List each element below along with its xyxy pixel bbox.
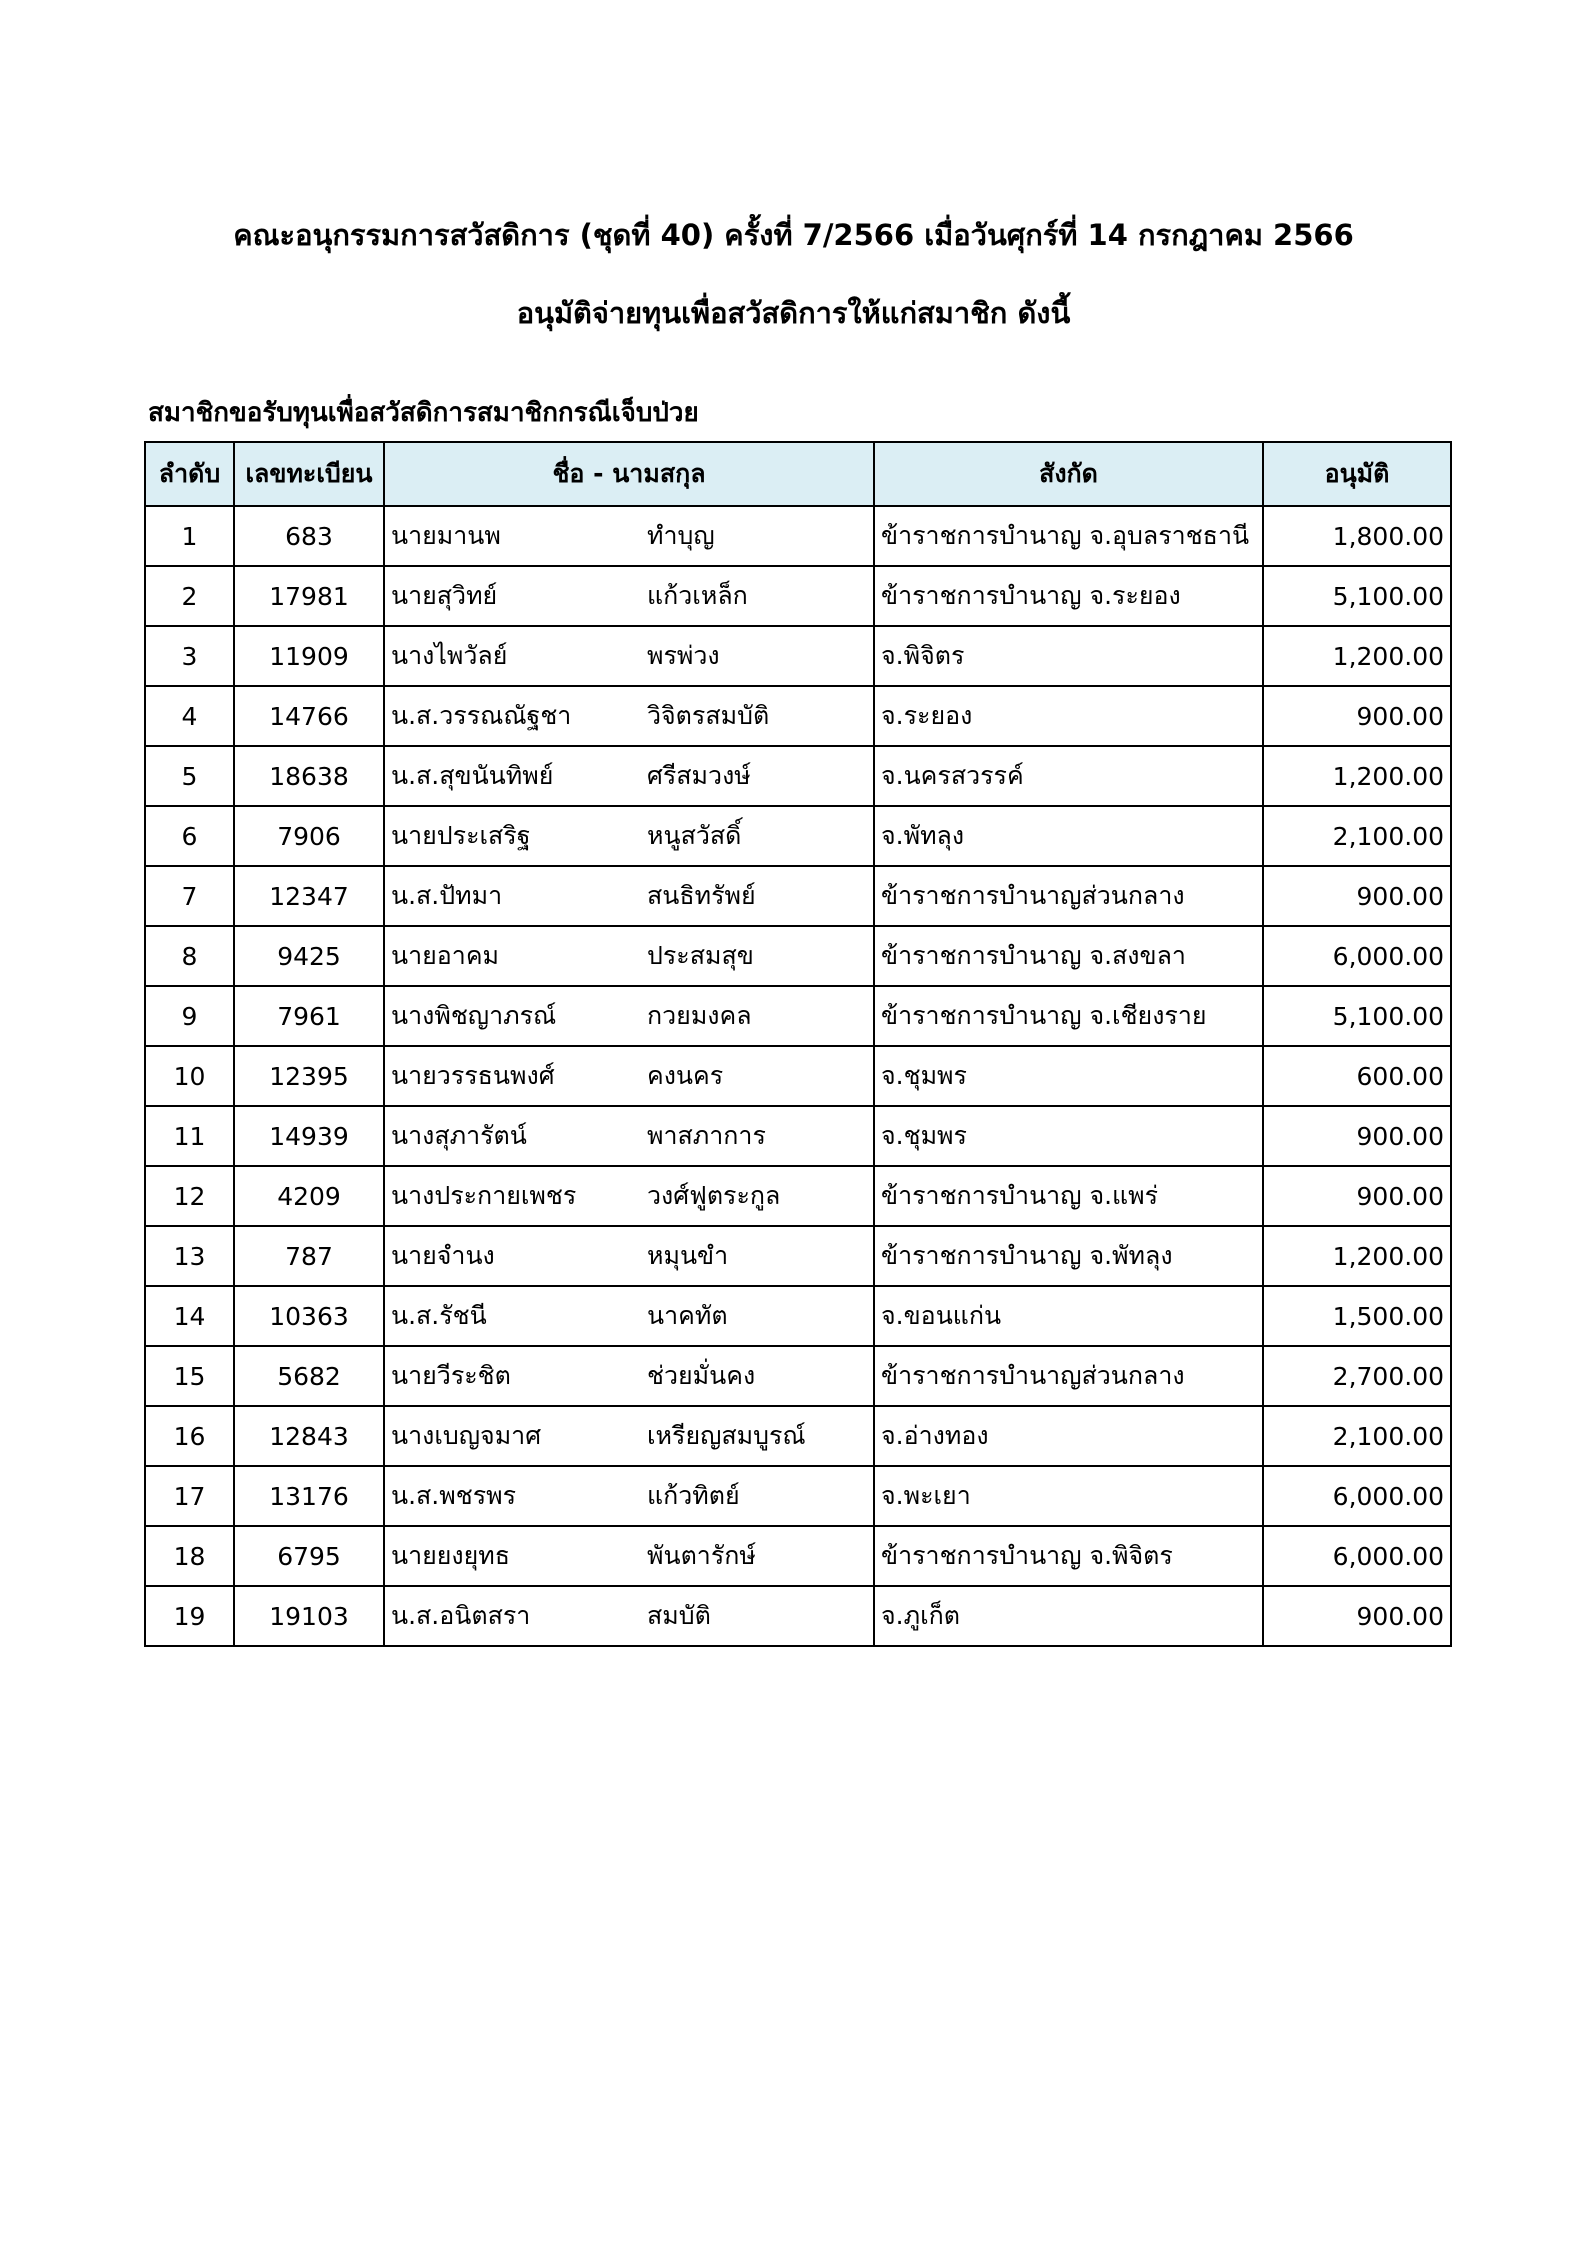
header-name: ชื่อ - นามสกุล bbox=[384, 442, 874, 506]
table-row bbox=[145, 1466, 1451, 1526]
approved-amount: 900.00 bbox=[1263, 1166, 1451, 1226]
registration-number: 12395 bbox=[234, 1046, 384, 1106]
table-row bbox=[145, 1106, 1451, 1166]
row-number: 14 bbox=[145, 1286, 234, 1346]
last-name: สมบัติ bbox=[647, 1601, 711, 1630]
first-name: น.ส.รัชนี bbox=[391, 1301, 487, 1330]
first-name: นายจำนง bbox=[391, 1241, 495, 1270]
approved-amount: 2,100.00 bbox=[1263, 1406, 1451, 1466]
member-name bbox=[384, 1166, 874, 1226]
last-name: หนูสวัสดิ์ bbox=[647, 821, 742, 850]
table-body bbox=[145, 506, 1451, 1646]
approved-amount: 1,200.00 bbox=[1263, 626, 1451, 686]
header-no: ลำดับ bbox=[145, 442, 234, 506]
member-name bbox=[384, 1106, 874, 1166]
table-row bbox=[145, 566, 1451, 626]
first-name: น.ส.พชรพร bbox=[391, 1481, 517, 1510]
registration-number: 5682 bbox=[234, 1346, 384, 1406]
first-name: นายวีระชิต bbox=[391, 1361, 511, 1390]
table-row bbox=[145, 926, 1451, 986]
table-row bbox=[145, 686, 1451, 746]
registration-number: 13176 bbox=[234, 1466, 384, 1526]
approved-amount: 6,000.00 bbox=[1263, 926, 1451, 986]
first-name: นายวรรธนพงศ์ bbox=[391, 1061, 555, 1090]
table-row bbox=[145, 1226, 1451, 1286]
row-number: 11 bbox=[145, 1106, 234, 1166]
member-name bbox=[384, 746, 874, 806]
document-title: คณะอนุกรรมการสวัสดิการ (ชุดที่ 40) ครั้งที่ 7/2566 เมื่อวันศุกร์ที่ 14 กรกฎาคม 2566 bbox=[233, 218, 1354, 252]
member-name bbox=[384, 1226, 874, 1286]
approved-amount: 5,100.00 bbox=[1263, 566, 1451, 626]
affiliation: ข้าราชการบำนาญ จ.พัทลุง bbox=[874, 1226, 1263, 1286]
affiliation: ข้าราชการบำนาญ จ.สงขลา bbox=[874, 926, 1263, 986]
table-header-row bbox=[145, 442, 1451, 506]
first-name: นายอาคม bbox=[391, 941, 500, 970]
affiliation: ข้าราชการบำนาญ จ.เชียงราย bbox=[874, 986, 1263, 1046]
approved-amount: 2,700.00 bbox=[1263, 1346, 1451, 1406]
first-name: นางพิชญาภรณ์ bbox=[391, 1001, 557, 1030]
approved-amount: 1,200.00 bbox=[1263, 1226, 1451, 1286]
member-name bbox=[384, 926, 874, 986]
registration-number: 787 bbox=[234, 1226, 384, 1286]
affiliation: จ.พัทลุง bbox=[874, 806, 1263, 866]
affiliation: จ.อ่างทอง bbox=[874, 1406, 1263, 1466]
member-name bbox=[384, 686, 874, 746]
last-name: วิจิตรสมบัติ bbox=[647, 701, 770, 730]
welfare-approval-table bbox=[144, 441, 1452, 1647]
last-name: ช่วยมั่นคง bbox=[647, 1361, 756, 1390]
affiliation: ข้าราชการบำนาญส่วนกลาง bbox=[874, 866, 1263, 926]
table-row bbox=[145, 1346, 1451, 1406]
table-row bbox=[145, 1046, 1451, 1106]
row-number: 12 bbox=[145, 1166, 234, 1226]
approved-amount: 6,000.00 bbox=[1263, 1466, 1451, 1526]
member-name bbox=[384, 806, 874, 866]
registration-number: 7906 bbox=[234, 806, 384, 866]
row-number: 2 bbox=[145, 566, 234, 626]
document-subtitle: อนุมัติจ่ายทุนเพื่อสวัสดิการให้แก่สมาชิก ดังนี้ bbox=[516, 296, 1071, 330]
row-number: 6 bbox=[145, 806, 234, 866]
last-name: คงนคร bbox=[647, 1061, 724, 1090]
approved-amount: 900.00 bbox=[1263, 1586, 1451, 1646]
registration-number: 10363 bbox=[234, 1286, 384, 1346]
affiliation: จ.ชุมพร bbox=[874, 1106, 1263, 1166]
affiliation: จ.นครสวรรค์ bbox=[874, 746, 1263, 806]
table-row bbox=[145, 626, 1451, 686]
first-name: นางไพวัลย์ bbox=[391, 641, 508, 670]
last-name: หมุนขำ bbox=[647, 1241, 729, 1270]
first-name: นางสุภารัตน์ bbox=[391, 1121, 527, 1150]
row-number: 4 bbox=[145, 686, 234, 746]
header-affiliation: สังกัด bbox=[874, 442, 1263, 506]
affiliation: จ.ชุมพร bbox=[874, 1046, 1263, 1106]
member-name bbox=[384, 1406, 874, 1466]
last-name: เหรียญสมบูรณ์ bbox=[647, 1421, 806, 1450]
last-name: แก้วเหล็ก bbox=[647, 581, 748, 610]
registration-number: 11909 bbox=[234, 626, 384, 686]
row-number: 10 bbox=[145, 1046, 234, 1106]
first-name: น.ส.อนิตสรา bbox=[391, 1601, 531, 1630]
registration-number: 9425 bbox=[234, 926, 384, 986]
first-name: นายมานพ bbox=[391, 521, 501, 550]
header-amount: อนุมัติ bbox=[1263, 442, 1451, 506]
registration-number: 18638 bbox=[234, 746, 384, 806]
member-name bbox=[384, 566, 874, 626]
row-number: 9 bbox=[145, 986, 234, 1046]
member-name bbox=[384, 866, 874, 926]
member-name bbox=[384, 1586, 874, 1646]
row-number: 5 bbox=[145, 746, 234, 806]
approved-amount: 1,500.00 bbox=[1263, 1286, 1451, 1346]
registration-number: 4209 bbox=[234, 1166, 384, 1226]
affiliation: จ.ขอนแก่น bbox=[874, 1286, 1263, 1346]
last-name: กวยมงคล bbox=[647, 1001, 752, 1030]
row-number: 3 bbox=[145, 626, 234, 686]
registration-number: 14766 bbox=[234, 686, 384, 746]
row-number: 17 bbox=[145, 1466, 234, 1526]
member-name bbox=[384, 986, 874, 1046]
row-number: 7 bbox=[145, 866, 234, 926]
affiliation: ข้าราชการบำนาญ จ.พิจิตร bbox=[874, 1526, 1263, 1586]
table-row bbox=[145, 986, 1451, 1046]
approved-amount: 600.00 bbox=[1263, 1046, 1451, 1106]
last-name: ทำบุญ bbox=[647, 521, 715, 550]
approved-amount: 900.00 bbox=[1263, 686, 1451, 746]
row-number: 15 bbox=[145, 1346, 234, 1406]
table-row bbox=[145, 1406, 1451, 1466]
last-name: วงศ์ฟูตระกูล bbox=[647, 1181, 781, 1210]
approved-amount: 900.00 bbox=[1263, 866, 1451, 926]
registration-number: 14939 bbox=[234, 1106, 384, 1166]
table-row bbox=[145, 866, 1451, 926]
approved-amount: 5,100.00 bbox=[1263, 986, 1451, 1046]
last-name: พาสภาการ bbox=[647, 1121, 766, 1150]
first-name: น.ส.วรรณณัฐชา bbox=[391, 701, 572, 730]
first-name: นายประเสริฐ bbox=[391, 821, 531, 850]
section-heading: สมาชิกขอรับทุนเพื่อสวัสดิการสมาชิกกรณีเจ็บป่วย bbox=[148, 398, 699, 428]
row-number: 1 bbox=[145, 506, 234, 566]
first-name: นายยงยุทธ bbox=[391, 1541, 511, 1570]
first-name: นางเบญจมาศ bbox=[391, 1421, 542, 1450]
table-row bbox=[145, 1286, 1451, 1346]
first-name: นายสุวิทย์ bbox=[391, 581, 498, 610]
registration-number: 683 bbox=[234, 506, 384, 566]
approved-amount: 1,800.00 bbox=[1263, 506, 1451, 566]
row-number: 16 bbox=[145, 1406, 234, 1466]
row-number: 8 bbox=[145, 926, 234, 986]
approved-amount: 2,100.00 bbox=[1263, 806, 1451, 866]
registration-number: 6795 bbox=[234, 1526, 384, 1586]
registration-number: 12347 bbox=[234, 866, 384, 926]
member-name bbox=[384, 1526, 874, 1586]
affiliation: ข้าราชการบำนาญ จ.อุบลราชธานี bbox=[874, 506, 1263, 566]
last-name: แก้วทิตย์ bbox=[647, 1481, 740, 1510]
approved-amount: 6,000.00 bbox=[1263, 1526, 1451, 1586]
first-name: น.ส.ปัทมา bbox=[391, 881, 503, 910]
table-row bbox=[145, 1166, 1451, 1226]
header-registration: เลขทะเบียน bbox=[234, 442, 384, 506]
affiliation: จ.พิจิตร bbox=[874, 626, 1263, 686]
table-row bbox=[145, 746, 1451, 806]
last-name: พรพ่วง bbox=[647, 641, 720, 670]
last-name: นาคทัต bbox=[647, 1301, 728, 1330]
affiliation: จ.ระยอง bbox=[874, 686, 1263, 746]
row-number: 19 bbox=[145, 1586, 234, 1646]
table-row bbox=[145, 1586, 1451, 1646]
member-name bbox=[384, 1046, 874, 1106]
first-name: นางประกายเพชร bbox=[391, 1181, 577, 1210]
affiliation: ข้าราชการบำนาญ จ.ระยอง bbox=[874, 566, 1263, 626]
last-name: ศรีสมวงษ์ bbox=[647, 761, 751, 790]
last-name: ประสมสุข bbox=[647, 941, 754, 970]
member-name bbox=[384, 626, 874, 686]
member-name bbox=[384, 1286, 874, 1346]
table-row bbox=[145, 506, 1451, 566]
row-number: 13 bbox=[145, 1226, 234, 1286]
last-name: พันตารักษ์ bbox=[647, 1541, 756, 1570]
member-name bbox=[384, 506, 874, 566]
approved-amount: 900.00 bbox=[1263, 1106, 1451, 1166]
member-name bbox=[384, 1466, 874, 1526]
affiliation: ข้าราชการบำนาญ จ.แพร่ bbox=[874, 1166, 1263, 1226]
approved-amount: 1,200.00 bbox=[1263, 746, 1451, 806]
affiliation: จ.ภูเก็ต bbox=[874, 1586, 1263, 1646]
row-number: 18 bbox=[145, 1526, 234, 1586]
registration-number: 19103 bbox=[234, 1586, 384, 1646]
affiliation: จ.พะเยา bbox=[874, 1466, 1263, 1526]
member-name bbox=[384, 1346, 874, 1406]
last-name: สนธิทรัพย์ bbox=[647, 881, 756, 910]
first-name: น.ส.สุขนันทิพย์ bbox=[391, 761, 554, 790]
registration-number: 12843 bbox=[234, 1406, 384, 1466]
affiliation: ข้าราชการบำนาญส่วนกลาง bbox=[874, 1346, 1263, 1406]
table-row bbox=[145, 806, 1451, 866]
registration-number: 17981 bbox=[234, 566, 384, 626]
registration-number: 7961 bbox=[234, 986, 384, 1046]
table-row bbox=[145, 1526, 1451, 1586]
